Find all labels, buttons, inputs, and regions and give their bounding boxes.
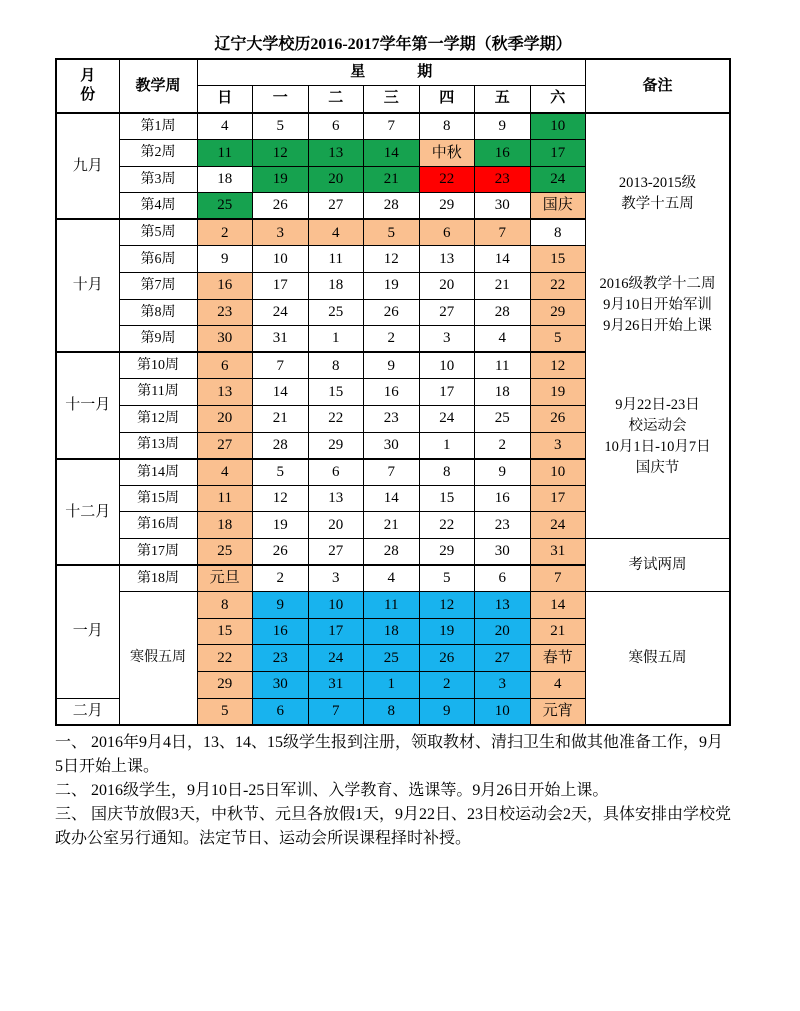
week-cell: 第11周	[119, 379, 197, 406]
day-cell: 27	[308, 193, 364, 220]
day-cell: 14	[364, 485, 420, 512]
footnote-1-line-2: 5日开始上课。	[55, 758, 160, 775]
day-cell: 26	[419, 645, 475, 672]
day-cell: 18	[364, 618, 420, 645]
day-cell: 13	[197, 379, 253, 406]
day-cell: 3	[308, 565, 364, 592]
day-cell: 3	[530, 432, 586, 459]
day-name-sat: 六	[530, 85, 586, 113]
month-cell-october: 十月	[56, 219, 119, 352]
day-cell: 7	[530, 565, 586, 592]
day-cell: 7	[364, 459, 420, 486]
day-cell: 11	[364, 592, 420, 619]
day-cell: 12	[419, 592, 475, 619]
day-cell: 5	[419, 565, 475, 592]
day-name-tue: 二	[308, 85, 364, 113]
day-cell: 9	[475, 113, 531, 140]
footnote-1-line-1: 一、 2016年9月4日，13、14、15级学生报到注册，领取教材、清扫卫生和做其他准备工作，9月	[55, 734, 724, 751]
day-cell: 18	[475, 379, 531, 406]
day-cell: 30	[253, 671, 309, 698]
day-cell: 29	[419, 193, 475, 220]
day-cell: 23	[475, 166, 531, 193]
day-cell: 12	[253, 140, 309, 167]
day-cell-national-day: 国庆	[530, 193, 586, 220]
day-cell: 11	[308, 246, 364, 273]
note-events: 9月22日-23日 校运动会 10月1日-10月7日 国庆节	[604, 396, 711, 476]
notes-cell-main	[586, 113, 731, 539]
day-cell: 2	[364, 326, 420, 353]
day-cell: 17	[530, 140, 586, 167]
day-cell: 7	[253, 352, 309, 379]
day-cell: 13	[308, 485, 364, 512]
day-cell: 6	[308, 459, 364, 486]
day-cell: 24	[419, 406, 475, 433]
day-name-mon: 一	[253, 85, 309, 113]
day-cell: 6	[308, 113, 364, 140]
day-cell: 3	[253, 219, 309, 246]
day-cell: 27	[419, 299, 475, 326]
day-cell: 24	[253, 299, 309, 326]
header-week	[197, 59, 586, 85]
day-cell: 16	[475, 485, 531, 512]
day-cell: 9	[475, 459, 531, 486]
day-cell: 2	[419, 671, 475, 698]
day-cell: 14	[475, 246, 531, 273]
day-cell: 8	[419, 113, 475, 140]
day-cell: 8	[419, 459, 475, 486]
day-cell: 5	[253, 459, 309, 486]
day-cell: 30	[364, 432, 420, 459]
day-cell: 30	[475, 539, 531, 566]
day-cell: 19	[253, 512, 309, 539]
week-cell: 第9周	[119, 326, 197, 353]
month-cell-september: 九月	[56, 113, 119, 219]
day-cell: 28	[253, 432, 309, 459]
week-cell-winter-vacation: 寒假五周	[119, 592, 197, 725]
week-cell: 第17周	[119, 539, 197, 566]
day-cell: 17	[530, 485, 586, 512]
day-cell: 23	[475, 512, 531, 539]
notes-cell-exam: 考试两周	[586, 539, 731, 592]
day-cell: 5	[197, 698, 253, 725]
day-cell: 14	[364, 140, 420, 167]
day-cell: 20	[475, 618, 531, 645]
week-cell: 第5周	[119, 219, 197, 246]
week-cell: 第13周	[119, 432, 197, 459]
day-cell: 1	[364, 671, 420, 698]
day-cell: 11	[475, 352, 531, 379]
day-cell: 28	[364, 539, 420, 566]
day-cell: 21	[530, 618, 586, 645]
day-cell: 27	[475, 645, 531, 672]
week-cell: 第14周	[119, 459, 197, 486]
day-cell: 11	[197, 140, 253, 167]
day-cell: 21	[475, 273, 531, 300]
week-cell: 第1周	[119, 113, 197, 140]
day-cell-spring-festival: 春节	[530, 645, 586, 672]
day-cell: 7	[475, 219, 531, 246]
day-cell: 15	[197, 618, 253, 645]
day-cell: 31	[308, 671, 364, 698]
month-cell-february: 二月	[56, 698, 119, 725]
day-cell: 20	[197, 406, 253, 433]
day-cell: 6	[197, 352, 253, 379]
day-cell: 9	[197, 246, 253, 273]
week-cell: 第7周	[119, 273, 197, 300]
week-cell: 第2周	[119, 140, 197, 167]
day-cell: 28	[475, 299, 531, 326]
day-cell: 6	[419, 219, 475, 246]
day-cell: 5	[364, 219, 420, 246]
day-cell: 8	[530, 219, 586, 246]
day-cell: 29	[197, 671, 253, 698]
notes-cell-vacation: 寒假五周	[586, 592, 731, 725]
page-title: 辽宁大学校历2016-2017学年第一学期（秋季学期）	[214, 36, 572, 53]
day-cell: 8	[308, 352, 364, 379]
day-cell: 23	[364, 406, 420, 433]
day-cell: 13	[475, 592, 531, 619]
day-cell: 8	[364, 698, 420, 725]
day-cell: 15	[530, 246, 586, 273]
day-name-sun: 日	[197, 85, 253, 113]
day-cell: 28	[364, 193, 420, 220]
day-cell: 16	[364, 379, 420, 406]
day-cell-mid-autumn: 中秋	[419, 140, 475, 167]
day-cell: 22	[308, 406, 364, 433]
day-cell: 10	[530, 113, 586, 140]
header-month-char-2: 份	[80, 87, 96, 103]
day-cell: 31	[253, 326, 309, 353]
week-cell: 第8周	[119, 299, 197, 326]
day-cell: 25	[475, 406, 531, 433]
day-cell: 8	[197, 592, 253, 619]
day-cell: 25	[197, 193, 253, 220]
day-cell: 12	[253, 485, 309, 512]
day-cell: 2	[475, 432, 531, 459]
day-cell: 10	[530, 459, 586, 486]
day-cell: 7	[308, 698, 364, 725]
day-cell: 4	[308, 219, 364, 246]
day-cell: 20	[308, 166, 364, 193]
calendar-table	[55, 58, 731, 726]
month-cell-january: 一月	[56, 565, 119, 698]
day-cell: 12	[364, 246, 420, 273]
week-cell: 第18周	[119, 565, 197, 592]
day-cell: 29	[308, 432, 364, 459]
day-cell: 25	[197, 539, 253, 566]
header-month	[56, 59, 119, 113]
day-cell: 17	[308, 618, 364, 645]
day-cell: 6	[475, 565, 531, 592]
day-cell: 9	[364, 352, 420, 379]
day-cell: 22	[419, 512, 475, 539]
day-cell: 22	[419, 166, 475, 193]
note-grades-2013-2015: 2013-2015级 教学十五周	[618, 175, 697, 213]
day-cell: 23	[253, 645, 309, 672]
day-cell: 14	[253, 379, 309, 406]
day-cell: 15	[308, 379, 364, 406]
day-cell: 16	[475, 140, 531, 167]
day-cell: 10	[475, 698, 531, 725]
day-cell: 17	[419, 379, 475, 406]
month-cell-december: 十二月	[56, 459, 119, 565]
day-cell: 2	[197, 219, 253, 246]
day-cell: 24	[530, 512, 586, 539]
day-cell: 11	[197, 485, 253, 512]
day-cell: 27	[197, 432, 253, 459]
day-cell: 18	[308, 273, 364, 300]
day-cell: 20	[419, 273, 475, 300]
day-cell-lantern-festival: 元宵	[530, 698, 586, 725]
day-cell: 24	[308, 645, 364, 672]
day-cell: 25	[308, 299, 364, 326]
note-grade-2016: 2016级教学十二周 9月10日开始军训 9月26日开始上课	[599, 275, 716, 334]
week-cell: 第12周	[119, 406, 197, 433]
day-name-thu: 四	[419, 85, 475, 113]
day-cell: 20	[308, 512, 364, 539]
day-cell: 13	[419, 246, 475, 273]
header-notes: 备注	[586, 59, 731, 113]
day-cell: 26	[253, 539, 309, 566]
day-cell: 2	[253, 565, 309, 592]
day-cell: 15	[419, 485, 475, 512]
week-cell: 第3周	[119, 166, 197, 193]
day-cell: 5	[530, 326, 586, 353]
day-cell: 31	[530, 539, 586, 566]
week-cell: 第6周	[119, 246, 197, 273]
day-cell: 30	[197, 326, 253, 353]
day-cell: 1	[419, 432, 475, 459]
day-cell: 1	[308, 326, 364, 353]
day-cell: 19	[253, 166, 309, 193]
day-cell: 9	[419, 698, 475, 725]
day-cell: 9	[253, 592, 309, 619]
footnote-3-line-2: 政办公室另行通知。法定节日、运动会所误课程择时补授。	[55, 830, 472, 847]
day-cell: 4	[530, 671, 586, 698]
day-cell: 19	[419, 618, 475, 645]
day-cell: 4	[197, 459, 253, 486]
day-cell: 21	[364, 512, 420, 539]
header-week-char-1: 星	[350, 63, 366, 80]
day-cell: 4	[364, 565, 420, 592]
day-cell: 22	[197, 645, 253, 672]
day-cell-new-year: 元旦	[197, 565, 253, 592]
day-cell: 29	[419, 539, 475, 566]
day-cell: 18	[197, 512, 253, 539]
day-cell: 3	[475, 671, 531, 698]
footnotes	[55, 731, 791, 851]
day-cell: 17	[253, 273, 309, 300]
day-cell: 30	[475, 193, 531, 220]
month-cell-november: 十一月	[56, 352, 119, 458]
day-cell: 19	[530, 379, 586, 406]
day-cell: 4	[197, 113, 253, 140]
day-cell: 26	[364, 299, 420, 326]
day-cell: 10	[253, 246, 309, 273]
day-cell: 18	[197, 166, 253, 193]
footnote-2-line-1: 二、 2016级学生，9月10日-25日军训、入学教育、选课等。9月26日开始上课。	[55, 782, 609, 799]
header-teaching-week: 教学周	[119, 59, 197, 113]
header-week-char-2: 期	[417, 63, 433, 80]
day-cell: 10	[419, 352, 475, 379]
day-cell: 4	[475, 326, 531, 353]
week-cell: 第10周	[119, 352, 197, 379]
day-cell: 26	[253, 193, 309, 220]
day-cell: 3	[419, 326, 475, 353]
day-cell: 10	[308, 592, 364, 619]
day-cell: 14	[530, 592, 586, 619]
week-cell: 第16周	[119, 512, 197, 539]
day-cell: 13	[308, 140, 364, 167]
day-cell: 5	[253, 113, 309, 140]
day-cell: 25	[364, 645, 420, 672]
day-cell: 21	[253, 406, 309, 433]
day-cell: 24	[530, 166, 586, 193]
day-cell: 22	[530, 273, 586, 300]
day-name-fri: 五	[475, 85, 531, 113]
day-cell: 27	[308, 539, 364, 566]
header-month-char-1: 月	[80, 68, 96, 85]
footnote-3-line-1: 三、 国庆节放假3天，中秋节、元旦各放假1天，9月22日、23日校运动会2天，具体安排由学校党	[55, 806, 732, 823]
day-cell: 26	[530, 406, 586, 433]
day-cell: 23	[197, 299, 253, 326]
week-cell: 第15周	[119, 485, 197, 512]
day-cell: 16	[197, 273, 253, 300]
day-cell: 19	[364, 273, 420, 300]
day-cell: 7	[364, 113, 420, 140]
day-name-wed: 三	[364, 85, 420, 113]
day-cell: 16	[253, 618, 309, 645]
day-cell: 6	[253, 698, 309, 725]
week-cell: 第4周	[119, 193, 197, 220]
day-cell: 21	[364, 166, 420, 193]
day-cell: 12	[530, 352, 586, 379]
day-cell: 29	[530, 299, 586, 326]
